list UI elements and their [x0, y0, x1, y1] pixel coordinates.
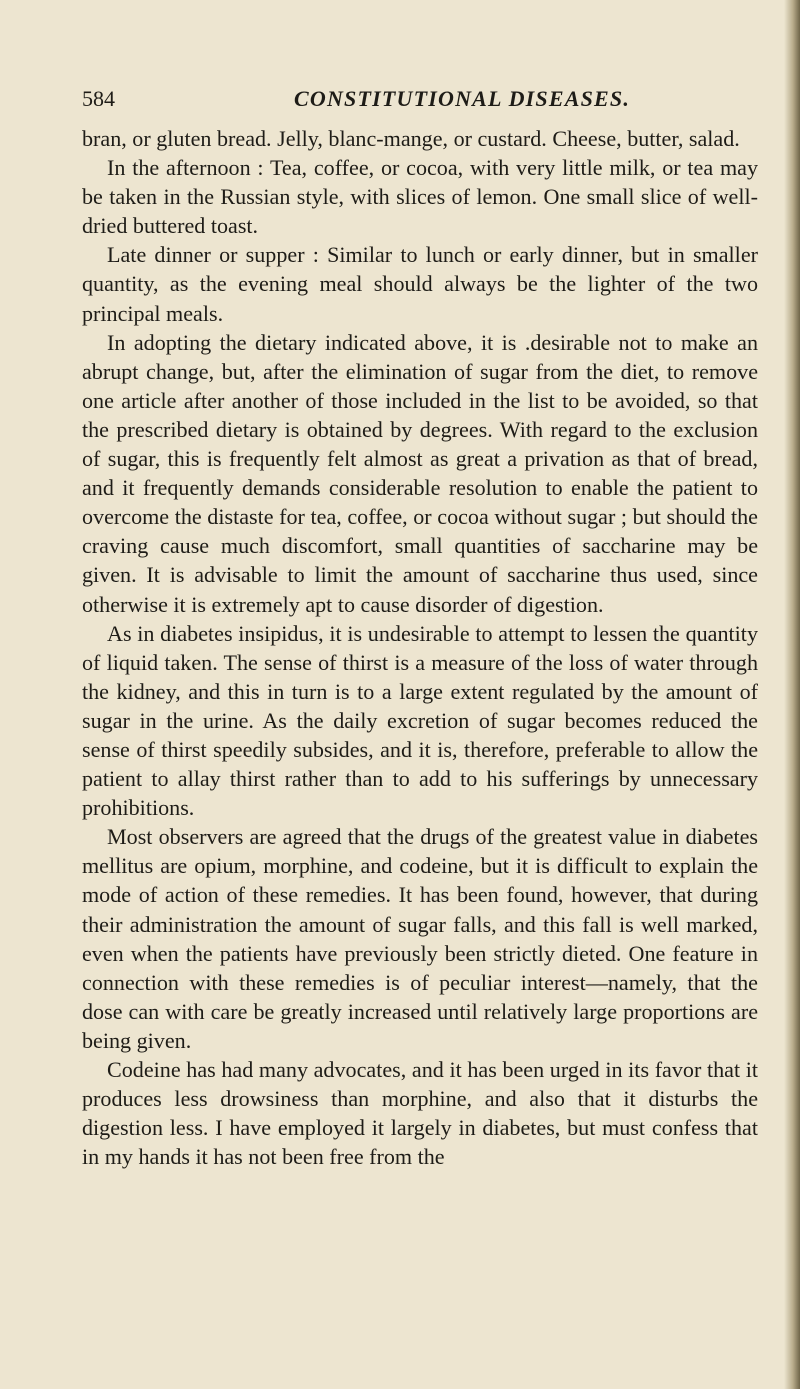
paragraph-adopting-dietary: In adopting the dietary indicated above, it is .desirable not to make an abrupt change, but, after the elimination of sugar from the diet, to remove one article after another of those included in the list to be avoided, so that the prescribed dietary is obtained by degrees. With regard to the exclusion of sugar, this is frequently felt almost as great a privation as that of bread, and it frequently demands considerable resolution to enable the patient to overcome the distaste for tea, coffee, or cocoa without sugar ; but should the craving cause much discomfort, small quantities of saccharine may be given. It is advisable to limit the amount of saccharine thus used, since otherwise it is extremely apt to cause disorder of digestion.	[82, 329, 758, 617]
running-head: CONSTITUTIONAL DISEASES.	[294, 86, 631, 111]
paragraph-afternoon: In the afternoon : Tea, coffee, or cocoa, with very little milk, or tea may be taken in the Russian style, with slices of lemon. One small slice of well-dried buttered toast.	[82, 155, 758, 239]
paragraph-codeine: Codeine has had many advocates, and it has been urged in its favor that it produces less drowsiness than morphine, and also that it disturbs the digestion less. I have employed it largely in diabetes, but must confess that in my hands it has not been free from the	[82, 1057, 758, 1170]
paragraph-late-dinner: Late dinner or supper : Similar to lunch or early dinner, but in smaller quantity, as the evening meal should always be the lighter of the two principal meals.	[82, 242, 758, 326]
page-header	[82, 86, 758, 116]
page-edge-shadow	[784, 0, 800, 1389]
paragraph-continued: bran, or gluten bread. Jelly, blanc-mange, or custard. Cheese, butter, salad.	[82, 126, 740, 151]
body-text	[82, 124, 758, 1171]
paragraph-drugs: Most observers are agreed that the drugs of the greatest value in diabetes mellitus are opium, morphine, and codeine, but it is difficult to explain the mode of action of these remedies. It has been found, however, that during their administration the amount of sugar falls, and this fall is well marked, even when the patients have previously been strictly dieted. One feature in connection with these remedies is of peculiar interest—namely, that the dose can with care be greatly increased until relatively large proportions are being given.	[82, 824, 758, 1053]
page-number: 584	[82, 86, 115, 111]
paragraph-thirst: As in diabetes insipidus, it is undesirable to attempt to lessen the quantity of liquid taken. The sense of thirst is a measure of the loss of water through the kidney, and this in turn is to a large extent regulated by the amount of sugar in the urine. As the daily excretion of sugar becomes reduced the sense of thirst speedily subsides, and it is, therefore, preferable to allow the patient to allay thirst rather than to add to his sufferings by unnecessary prohibitions.	[82, 620, 758, 821]
